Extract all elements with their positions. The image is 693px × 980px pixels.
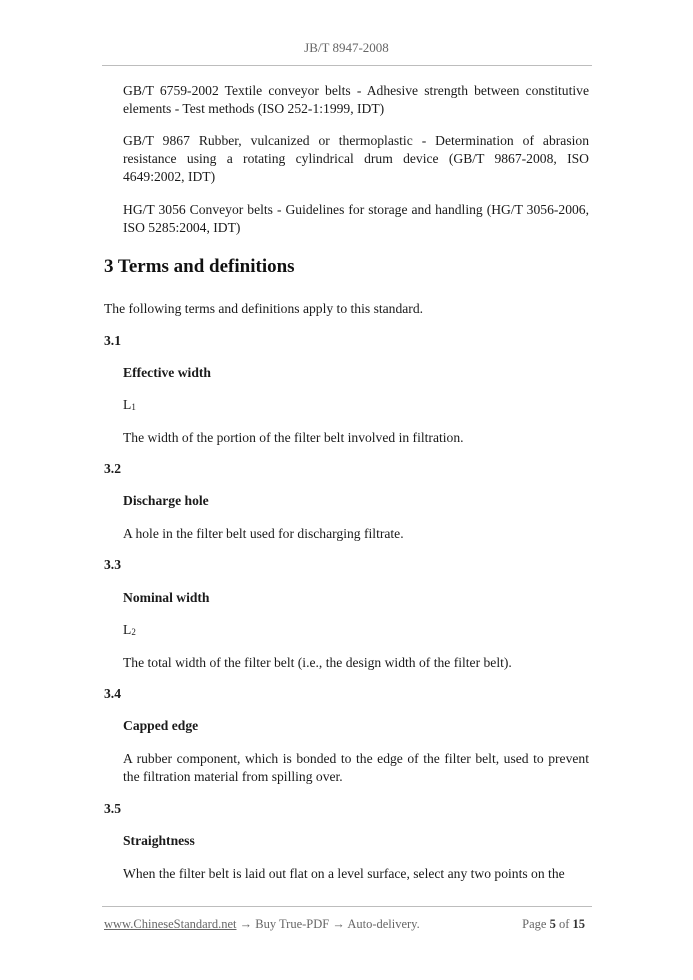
- page-of-label: of: [558, 917, 570, 931]
- term-definition: A rubber component, which is bonded to the edge of the filter belt, used to prevent the filtration material from spilling over.: [123, 751, 589, 784]
- footer-promo-text: Auto-delivery.: [347, 917, 420, 931]
- term-definition: A hole in the filter belt used for discharging filtrate.: [123, 526, 404, 541]
- arrow-right-icon: →: [332, 917, 345, 931]
- term-definition: The total width of the filter belt (i.e., the design width of the filter belt).: [123, 655, 512, 670]
- symbol-letter: L: [123, 397, 132, 412]
- section-heading: 3 Terms and definitions: [104, 256, 295, 277]
- term-name: Discharge hole: [123, 493, 209, 508]
- clause-number: 3.2: [104, 461, 121, 476]
- clause-number: 3.5: [104, 801, 121, 816]
- term-name: Effective width: [123, 365, 211, 380]
- symbol-subscript: 1: [131, 402, 136, 412]
- page-total: 15: [572, 917, 585, 931]
- footer-divider: [102, 906, 592, 907]
- term-name: Capped edge: [123, 718, 199, 733]
- page-current: 5: [549, 917, 556, 931]
- symbol-letter: L: [123, 622, 132, 637]
- clause-number: 3.1: [104, 333, 121, 348]
- section-intro: The following terms and definitions apply to this standard.: [104, 301, 424, 316]
- footer-promo-text: Buy True-PDF: [255, 917, 330, 931]
- clause-number: 3.3: [104, 557, 121, 572]
- arrow-right-icon: →: [239, 917, 253, 931]
- running-header: JB/T 8947-2008: [304, 40, 389, 55]
- footer-promo: [104, 917, 420, 932]
- reference-gbt-9867: GB/T 9867 Rubber, vulcanized or thermoplastic - Determination of abrasion resistance using a rotating cylindrical drum device (GB/T 9867-2008, ISO 4649:2002, IDT): [123, 133, 589, 184]
- clause-number: 3.4: [104, 686, 121, 701]
- term-symbol: [123, 397, 136, 413]
- header-divider: [102, 65, 592, 66]
- reference-gbt-6759: GB/T 6759-2002 Textile conveyor belts - Adhesive strength between constitutive elements - Test methods (ISO 252-1:1999, IDT): [123, 83, 589, 116]
- page-label: Page: [522, 917, 547, 931]
- term-definition: When the filter belt is laid out flat on a level surface, select any two points on the: [123, 866, 565, 881]
- page-number: [522, 917, 585, 932]
- term-name: Straightness: [123, 833, 195, 848]
- symbol-subscript: 2: [131, 627, 136, 637]
- term-definition: The width of the portion of the filter belt involved in filtration.: [123, 430, 464, 445]
- term-name: Nominal width: [123, 590, 210, 605]
- reference-hgt-3056: HG/T 3056 Conveyor belts - Guidelines for storage and handling (HG/T 3056-2006, ISO 5285:2004, IDT): [123, 202, 589, 235]
- term-symbol: [123, 622, 136, 638]
- site-link[interactable]: www.ChineseStandard.net: [104, 917, 237, 931]
